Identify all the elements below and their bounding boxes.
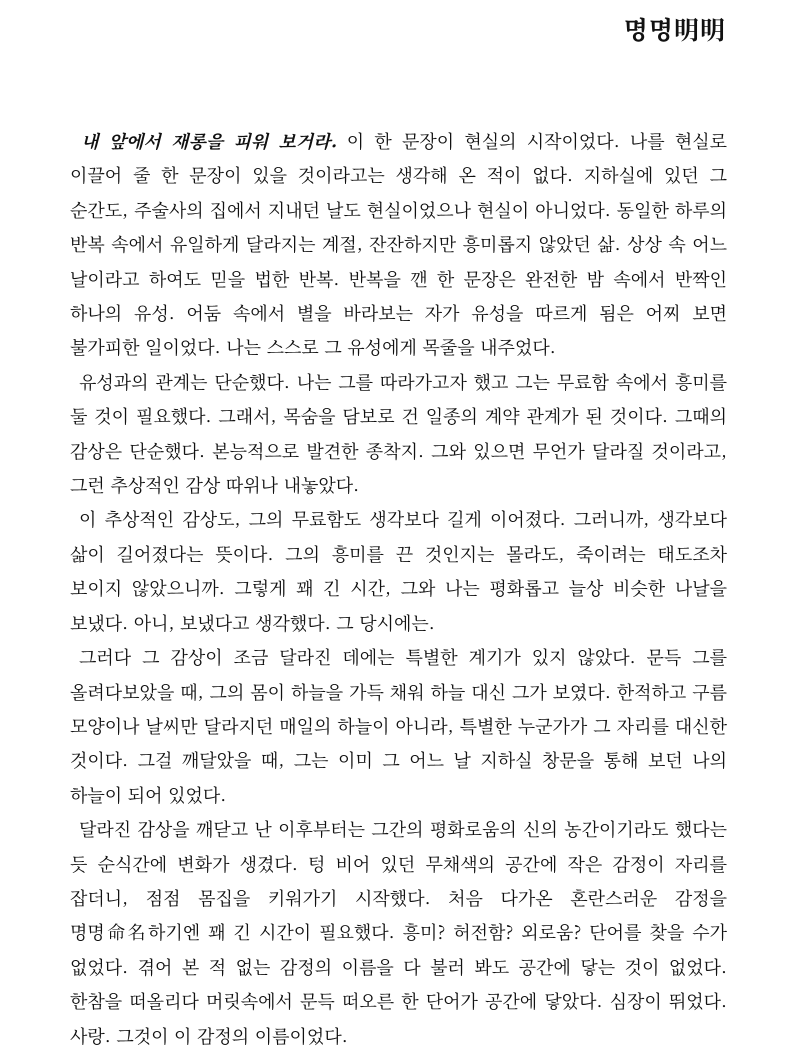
paragraph-1 (70, 124, 727, 365)
paragraph-1-text: 이 한 문장이 현실의 시작이었다. 나를 현실로 이끌어 줄 한 문장이 있을 것이라고는 생각해 온 적이 없다. 지하실에 있던 그 순간도, 주술사의 집에서 지내던 날도 현실이었으나 현실이 아니었다. 동일한 하루의 반복 속에서 유일하게 달라지는 계절, 잔잔하지만 흥미롭지 않았던 삶. 상상 속 어느 날이라고 하여도 믿을 법한 반복. 반복을 깬 한 문장은 완전한 밤 속에서 반짝인 하나의 유성. 어둠 속에서 별을 바라보는 자가 유성을 따르게 됨은 어찌 보면 불가피한 일이었다. 나는 스스로 그 유성에게 목줄을 내주었다. (70, 128, 728, 361)
opening-quote: 내 앞에서 재롱을 피워 보거라. (81, 128, 337, 154)
paragraph-4: 그러다 그 감상이 조금 달라진 데에는 특별한 계기가 있지 않았다. 문득 그를 올려다보았을 때, 그의 몸이 하늘을 가득 채워 하늘 대신 그가 보였다. 한적하고 구름 모양이나 날씨만 달라지던 매일의 하늘이 아니라, 특별한 누군가가 그 자리를 대신한 것이다. 그걸 깨달았을 때, 그는 이미 그 어느 날 지하실 창문을 통해 보던 나의 하늘이 되어 있었다. (70, 644, 727, 808)
document-body (70, 124, 727, 1053)
paragraph-5: 달라진 감상을 깨닫고 난 이후부터는 그간의 평화로움의 신의 농간이기라도 했다는 듯 순식간에 변화가 생겼다. 텅 비어 있던 무채색의 공간에 작은 감정이 자리를 잡더니, 점점 몸집을 키워가기 시작했다. 처음 다가온 혼란스러운 감정을 명명命名하기엔 꽤 긴 시간이 필요했다. 흥미? 허전함? 외로움? 단어를 찾을 수가 없었다. 겪어 본 적 없는 감정의 이름을 다 불러 봐도 공간에 닿는 것이 없었다. 한참을 떠올리다 머릿속에서 문득 떠오른 한 단어가 공간에 닿았다. 심장이 뛰었다. 사랑. 그것이 이 감정의 이름이었다. (70, 816, 727, 1049)
page-title: 명명明明 (623, 11, 726, 47)
paragraph-3: 이 추상적인 감상도, 그의 무료함도 생각보다 길게 이어졌다. 그러니까, 생각보다 삶이 길어졌다는 뜻이다. 그의 흥미를 끈 것인지는 몰라도, 죽이려는 태도조차 보이지 않았으니까. 그렇게 꽤 긴 시간, 그와 나는 평화롭고 늘상 비슷한 나날을 보냈다. 아니, 보냈다고 생각했다. 그 당시에는. (70, 506, 727, 636)
paragraph-2: 유성과의 관계는 단순했다. 나는 그를 따라가고자 했고 그는 무료함 속에서 흥미를 둘 것이 필요했다. 그래서, 목숨을 담보로 건 일종의 계약 관계가 된 것이다. 그때의 감상은 단순했다. 본능적으로 발견한 종착지. 그와 있으면 무언가 달라질 것이라고, 그런 추상적인 감상 따위나 내놓았다. (70, 368, 727, 499)
